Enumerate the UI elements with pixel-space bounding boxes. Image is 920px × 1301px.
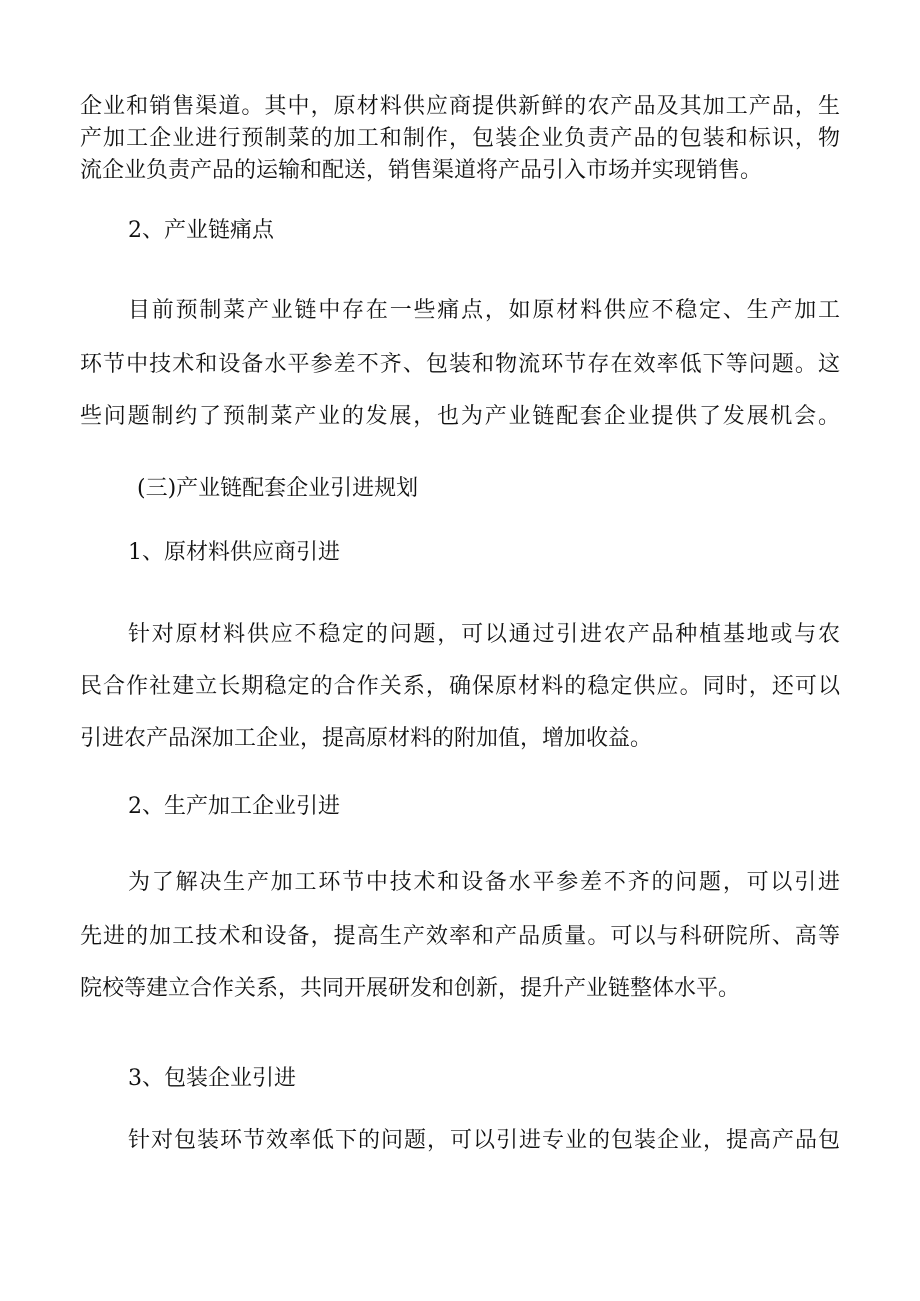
paragraph-line: 为了解决生产加工环节中技术和设备水平参差不齐的问题，可以引进 [128,870,840,895]
paragraph-line: 院校等建立合作关系，共同开展研发和创新，提升产业链整体水平。 [80,976,741,1001]
paragraph-line: 环节中技术和设备水平参差不齐、包装和物流环节存在效率低下等问题。这 [80,352,840,377]
paragraph-line: 目前预制菜产业链中存在一些痛点，如原材料供应不稳定、生产加工 [128,298,840,323]
paragraph-line: 针对原材料供应不稳定的问题，可以通过引进农产品种植基地或与农 [128,622,840,647]
paragraph-line: 些问题制约了预制菜产业的发展，也为产业链配套企业提供了发展机会。 [80,404,840,429]
paragraph-line: 针对包装环节效率低下的问题，可以引进专业的包装企业，提高产品包 [128,1128,840,1153]
paragraph-line: 民合作社建立长期稳定的合作关系，确保原材料的稳定供应。同时，还可以 [80,674,840,699]
paragraph-line: 流企业负责产品的运输和配送，销售渠道将产品引入市场并实现销售。 [80,158,763,183]
heading-packaging: 3、包装企业引进 [128,1066,296,1091]
paragraph-line: 引进农产品深加工企业，提高原材料的附加值，增加收益。 [80,726,653,751]
heading-pain-points: 2、产业链痛点 [128,218,274,243]
paragraph-line: 产加工企业进行预制菜的加工和制作，包装企业负责产品的包装和标识，物 [80,126,840,151]
paragraph-line: 先进的加工技术和设备，提高生产效率和产品质量。可以与科研院所、高等 [80,924,840,949]
heading-raw-material: 1、原材料供应商引进 [128,540,340,565]
heading-production: 2、生产加工企业引进 [128,794,340,819]
paragraph-line: 企业和销售渠道。其中，原材料供应商提供新鲜的农产品及其加工产品，生 [80,94,840,119]
section-heading: (三)产业链配套企业引进规划 [137,476,419,501]
